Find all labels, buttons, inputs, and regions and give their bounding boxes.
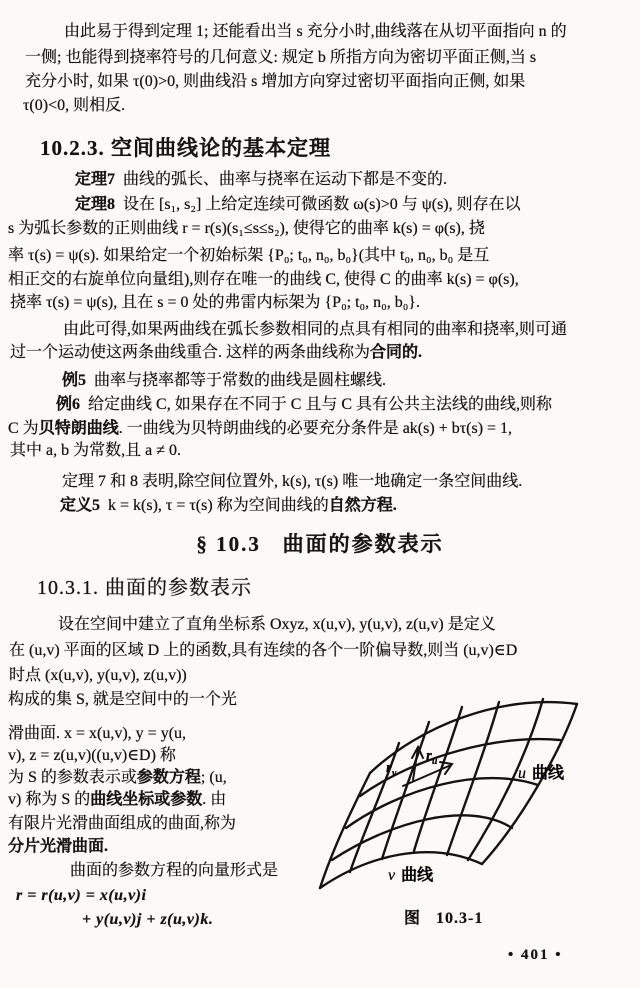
example-5-text: 曲率与挠率都等于常数的曲线是圆柱螺线. (86, 372, 387, 389)
body-text: 为 S 的参数表示或 (8, 769, 137, 786)
surface-grid (320, 699, 577, 888)
example-5-label: 例5 (62, 372, 87, 389)
body-text: v) 称为 S 的 (8, 791, 91, 808)
surface-wireframe (300, 688, 640, 893)
body-text: . 由 (202, 791, 227, 808)
theorem-7-line (75, 170, 447, 190)
label-ru: $r_u$ (426, 748, 438, 767)
body-line: 其中 a, b 为常数,且 a ≠ 0. (10, 442, 181, 459)
theorem-8-line (75, 195, 521, 215)
body-line: 有限片光滑曲面组成的曲面,称为 (8, 815, 237, 832)
body-line: 曲面的参数方程的向量形式是 (70, 862, 279, 879)
body-line: 定理 7 和 8 表明,除空间位置外, k(s), τ(s) 唯一地确定一条空间曲线. (62, 473, 523, 490)
body-line: 在 (u,v) 平面的区域 D 上的函数,具有连续的各个一阶偏导数,则当 (u,v)∈D (9, 642, 518, 659)
label-v-curve: v 曲线 (388, 867, 434, 884)
vector-formula-line-1: r = r(u,v) = x(u,v)i (16, 887, 147, 904)
body-text: . 一曲线为贝特朗曲线的必要充分条件是 ak(s) + bτ(s) = 1, (118, 420, 513, 437)
figure-10-3-1 (300, 688, 640, 893)
theorem-7-label: 定理7 (75, 171, 116, 188)
body-line: 一侧; 也能得到挠率符号的几何意义: 规定 b 所指方向为密切平面正侧,当 s (25, 49, 537, 66)
body-line: 率 τ(s) = ψ(s). 如果给定一个初始标架 {P₀; t₀, n₀, b₀}(其中 t₀, n₀, b₀ 是互 (8, 247, 490, 264)
example-6-line (56, 395, 552, 415)
term-congruent: 合同的. (370, 344, 423, 361)
body-line: 时点 (x(u,v), y(u,v), z(u,v)) (9, 667, 187, 684)
term-curvilinear-coordinates: 曲线坐标或参数 (90, 791, 203, 808)
body-line: 由此可得,如果两曲线在弧长参数相同的点具有相同的曲率和挠率,则可通 (63, 321, 568, 338)
body-line: 设在空间中建立了直角坐标系 Oxyz, x(u,v), y(u,v), z(u,v) 是定义 (58, 616, 496, 633)
term-bertrand-curve: 贝特朗曲线 (38, 420, 119, 437)
body-line: 挠率 τ(s) = ψ(s), 且在 s = 0 处的弗雷内标架为 {P₀; t₀, n₀, b₀}. (10, 294, 420, 311)
subsection-heading-10-3-1: 10.3.1. 曲面的参数表示 (37, 577, 252, 599)
body-line: 构成的集 S, 就是空间中的一个光 (8, 691, 237, 708)
body-line: 相正交的右旋单位向量组),则存在唯一的曲线 C, 使得 C 的曲率 k(s) = φ(s), (8, 271, 519, 288)
term-natural-equation: 自然方程. (328, 497, 397, 514)
body-text: 过一个运动使这两条曲线重合. 这样的两条曲线称为 (10, 344, 371, 361)
label-rv: $r_v$ (386, 760, 397, 779)
body-line: τ(0)<0, 则相反. (23, 97, 126, 114)
term-parametric-equation: 参数方程 (136, 769, 201, 786)
example-6-text: 给定曲线 C, 如果存在不同于 C 且与 C 具有公共主法线的曲线,则称 (80, 396, 553, 413)
body-line: 由此易于得到定理 1; 还能看出当 s 充分小时,曲线落在从切平面指向 n 的 (64, 23, 567, 40)
theorem-7-text: 曲线的弧长、曲率与挠率在运动下都是不变的. (115, 171, 448, 188)
example-5-line (62, 371, 386, 391)
term-piecewise-smooth-surface: 分片光滑曲面. (8, 838, 109, 855)
section-title-10-3: § 10.3 曲面的参数表示 (196, 532, 444, 556)
body-line (8, 790, 226, 810)
definition-5-label: 定义5 (60, 497, 101, 514)
body-line: v), z = z(u,v)((u,v)∈D) 称 (8, 747, 176, 764)
definition-5-text: k = k(s), τ = τ(s) 称为空间曲线的 (100, 497, 329, 514)
label-u-curve: u 曲线 (518, 765, 565, 782)
section-heading-10-2-3: 10.2.3. 空间曲线论的基本定理 (40, 136, 331, 160)
example-6-label: 例6 (56, 396, 81, 413)
figure-caption: 图 10.3-1 (404, 910, 484, 927)
body-line (8, 768, 227, 788)
body-line (10, 343, 422, 363)
definition-5-line (60, 496, 397, 516)
body-line: 滑曲面. x = x(u,v), y = y(u, (8, 725, 187, 742)
theorem-8-label: 定理8 (75, 196, 116, 213)
theorem-8-text: 设在 [s₁, s₂] 上给定连续可微函数 ω(s)>0 与 ψ(s), 则存在以 (115, 196, 521, 213)
body-line: s 为弧长参数的正则曲线 r = r(s)(s₁≤s≤s₂), 使得它的曲率 k(s) = φ(s), 挠 (8, 220, 485, 237)
body-text: C 为 (8, 420, 39, 437)
body-text: ; (u, (200, 769, 227, 786)
body-line (8, 419, 512, 439)
page-number: • 401 • (508, 947, 563, 963)
body-line: 充分小时, 如果 τ(0)>0, 则曲线沿 s 增加方向穿过密切平面指向正侧, 如果 (25, 73, 526, 90)
vector-formula-line-2: + y(u,v)j + z(u,v)k. (82, 911, 214, 928)
